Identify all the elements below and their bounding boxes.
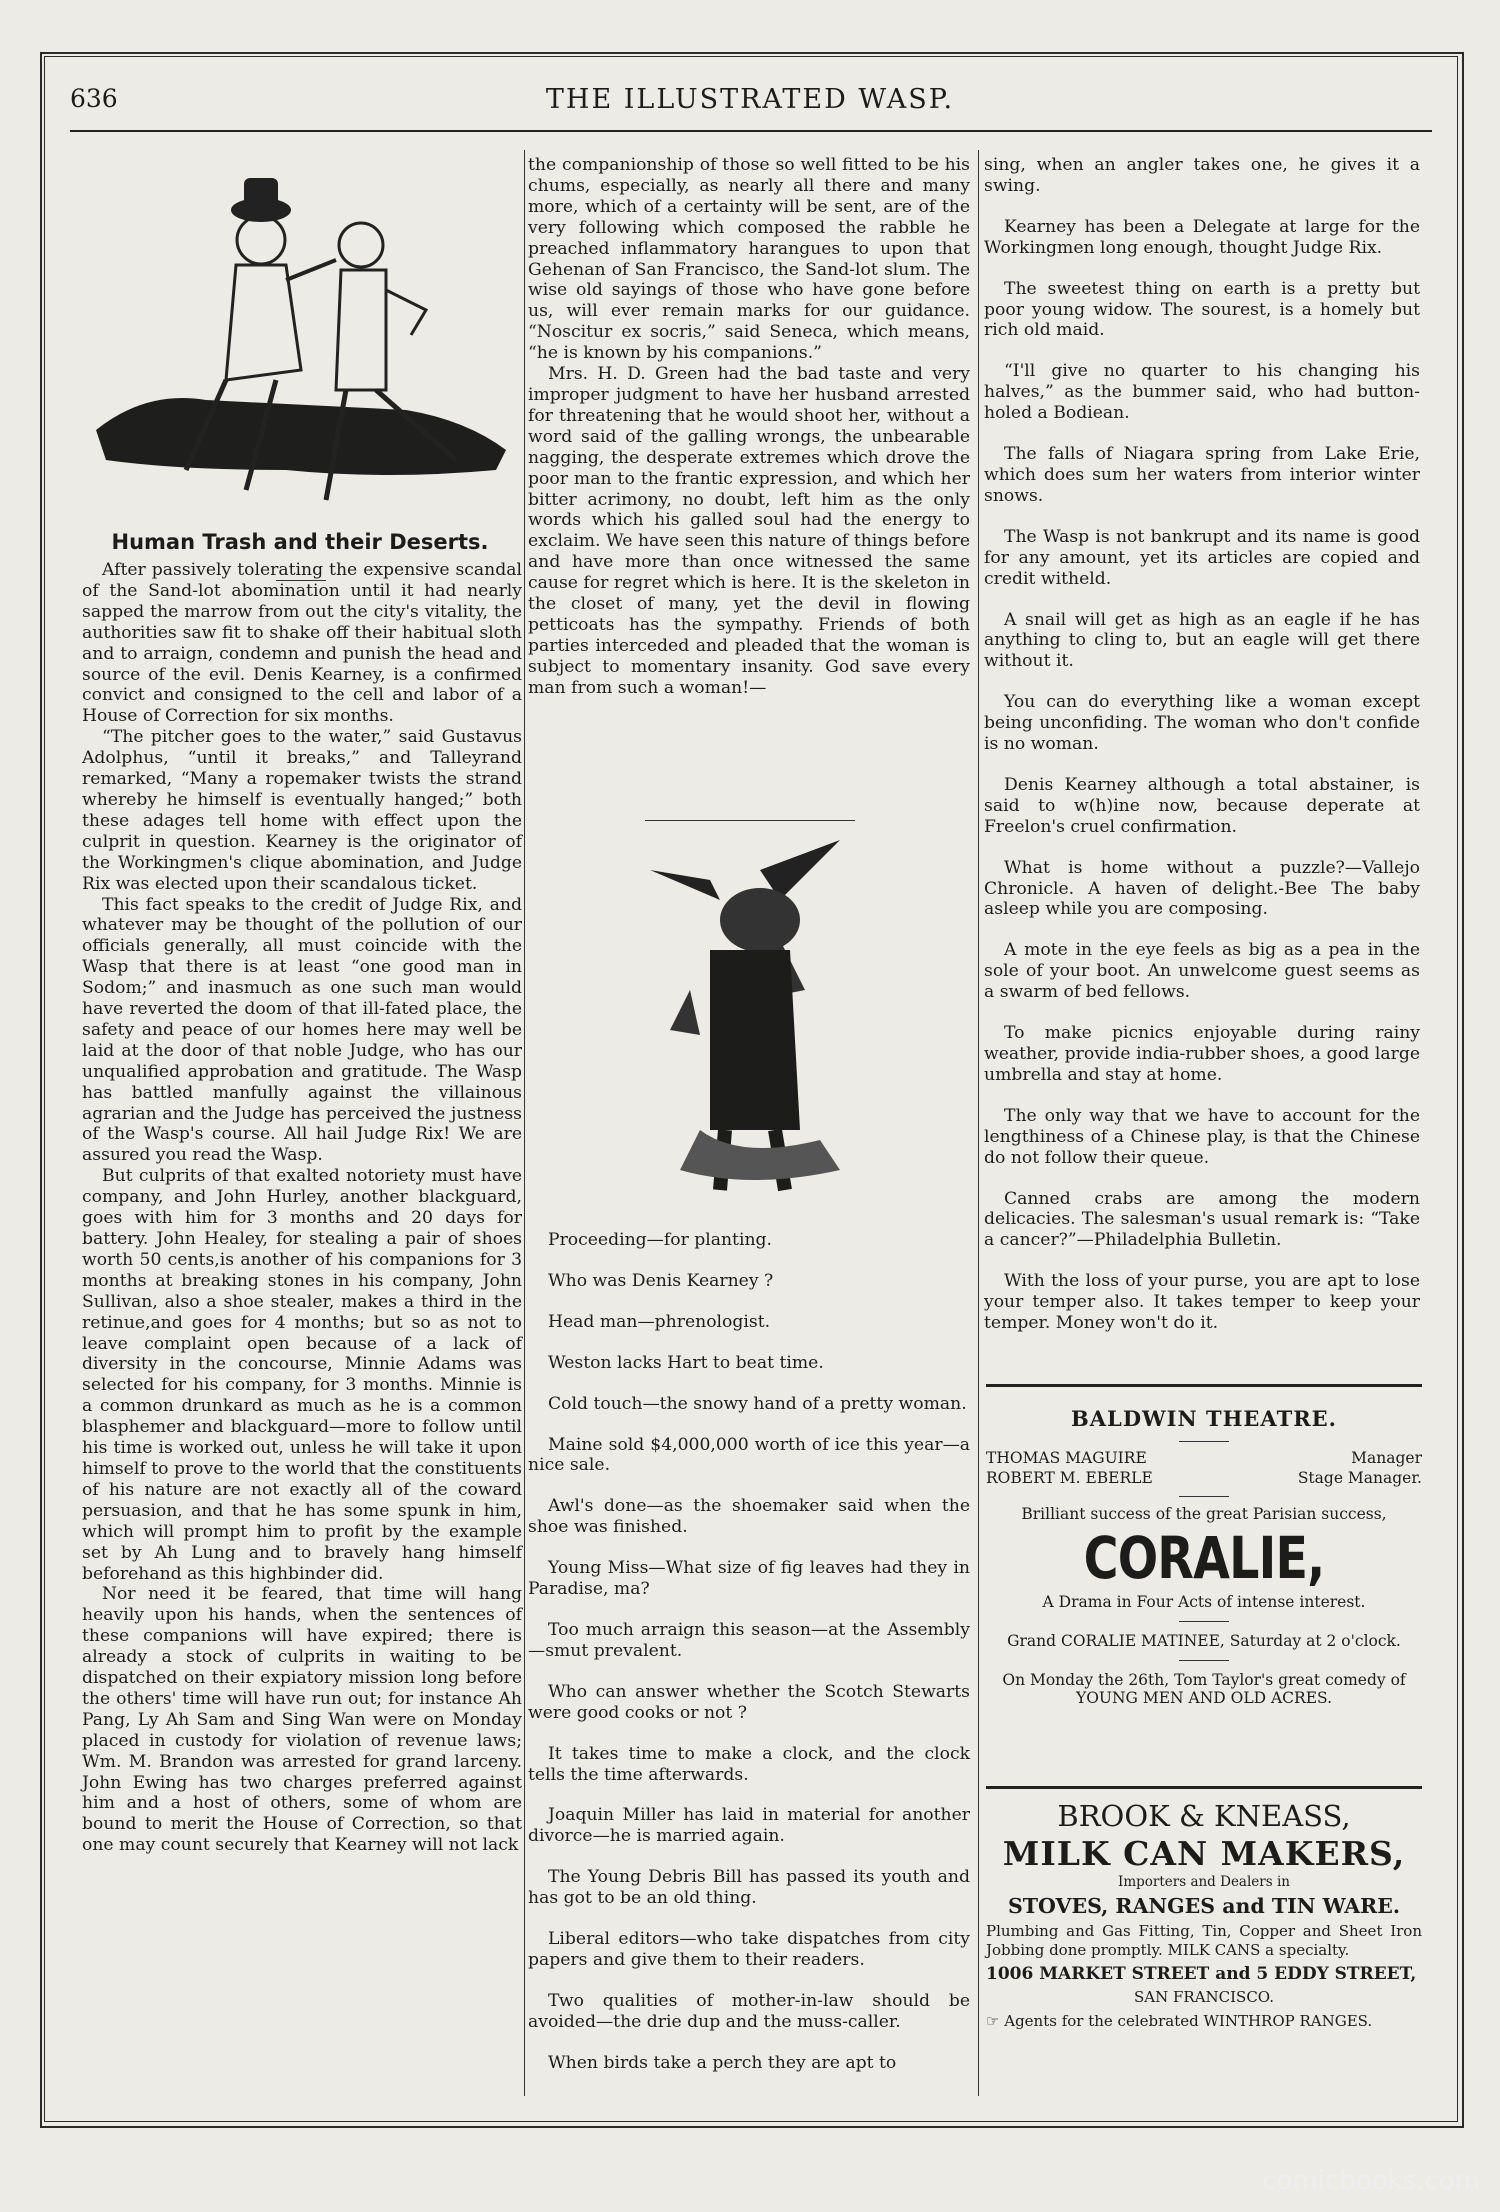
watermark: comicbooks.com	[1262, 2166, 1480, 2196]
squib-item: Young Miss—What size of fig leaves had they in Paradise, ma?	[528, 1558, 970, 1600]
column-rule-2	[978, 150, 979, 2096]
success-line: Brilliant success of the great Parisian success,	[1021, 1505, 1387, 1523]
squib-item: Who can answer whether the Scotch Stewarts were good cooks or not ?	[528, 1681, 970, 1723]
ad-rule	[1179, 1660, 1229, 1661]
ad-rule	[1179, 1496, 1229, 1497]
squib-item: Who was Denis Kearney ?	[548, 1270, 774, 1291]
article-paragraph: the companionship of those so well fitted to be his chums, especially, as nearly all there and many more, which of a certainty will be sent, are of the very following which composed the rabble he preached inflammatory harangues to upon that Gehenan of San Francisco, the Sand-lot slum. The wise old sayings of those who have gone before us, will ever remain marks for our guidance. “Noscitur ex socris,” said Seneca, which means, “he is known by his companions.”	[528, 155, 970, 364]
plumbing-line: Plumbing and Gas Fitting, Tin, Copper and Sheet Iron Jobbing done promptly. MILK CANS a specialty.	[986, 1922, 1422, 1959]
squib-item: Too much arraign this season—at the Assembly—smut prevalent.	[528, 1619, 970, 1661]
article-paragraph: “The pitcher goes to the water,” said Gustavus Adolphus, “until it breaks,” and Talleyrand remarked, “Many a ropemaker twists the strand whereby he himself is eventually hanged;” both these adages tell home with effect upon the culprit in question. Kearney is the originator of the Workingmen's clique abomination, and Judge Rix was elected upon their scandalous ticket.	[82, 727, 522, 894]
stage-manager-line	[986, 1468, 1422, 1488]
squib-item: “I'll give no quarter to his changing his halves,” as the bummer said, who had button-holed a Bodiean.	[984, 361, 1420, 424]
squib-item: The only way that we have to account for the lengthiness of a Chinese play, is that the Chinese do not follow their queue.	[984, 1105, 1420, 1168]
squib-item: It takes time to make a clock, and the clock tells the time afterwards.	[528, 1743, 970, 1785]
squib-item: You can do everything like a woman except being unconfiding. The woman who don't confide is no woman.	[984, 692, 1420, 755]
squib-item: With the loss of your purse, you are apt to lose your temper also. It takes temper to keep your temper. Money won't do it.	[984, 1271, 1420, 1334]
manager-name: THOMAS MAGUIRE	[986, 1449, 1147, 1467]
squib-item: A mote in the eye feels as big as a pea in the sole of your boot. An unwelcome guest seems as a swarm of bed fellows.	[984, 940, 1420, 1003]
squib-item: Proceeding—for planting.	[548, 1230, 772, 1250]
page-number: 636	[70, 84, 118, 113]
squib-item: Kearney has been a Delegate at large for the Workingmen long enough, thought Judge Rix.	[984, 216, 1420, 258]
matinee-line: Grand CORALIE MATINEE, Saturday at 2 o'clock.	[1007, 1632, 1401, 1650]
article-paragraph: After passively tolerating the expensive scandal of the Sand-lot abomination until it had nearly sapped the marrow from out the city's vitality, the authorities saw fit to shake off their habitual sloth and to arraign, condemn and punish the head and source of the evil. Denis Kearney, is a confirmed convict and consigned to the cell and labor of a House of Correction for six months.	[82, 560, 522, 727]
agents-line	[986, 2012, 1422, 2030]
squib-item: Canned crabs are among the modern delicacies. The salesman's usual remark is: “Take a cancer?”—Philadelphia Bulletin.	[984, 1188, 1420, 1251]
play-subtitle: A Drama in Four Acts of intense interest.	[1042, 1593, 1366, 1611]
squib-item: The Young Debris Bill has passed its youth and has got to be an old thing.	[528, 1867, 970, 1909]
squib-item: sing, when an angler takes one, he gives it a swing.	[984, 155, 1420, 196]
squib-item: Weston lacks Hart to beat time.	[548, 1352, 824, 1373]
squib-item: To make picnics enjoyable during rainy weather, provide india-rubber shoes, a good large umbrella and stay at home.	[984, 1023, 1420, 1085]
illustration-human-trash	[86, 170, 516, 520]
firm-trade: MILK CAN MAKERS,	[1002, 1834, 1406, 1873]
squib-item: Head man—phrenologist.	[548, 1311, 771, 1332]
ad-divider	[986, 1786, 1422, 1789]
column-rule-1	[524, 150, 525, 2096]
manager-line	[986, 1448, 1422, 1468]
play-title: CORALIE,	[1083, 1524, 1325, 1592]
squib-item: A snail will get as high as an eagle if he has anything to cling to, but an eagle will get there without it.	[984, 609, 1420, 672]
squib-item: Awl's done—as the shoemaker said when the shoe was finished.	[528, 1496, 970, 1538]
column-1-article	[82, 560, 522, 1856]
squib-item: Liberal editors—who take dispatches from city papers and give them to their readers.	[528, 1929, 970, 1970]
theatre-name: BALDWIN THEATRE.	[1071, 1406, 1337, 1431]
article-paragraph: But culprits of that exalted notoriety must have company, and John Hurley, another blackguard, goes with him for 3 months and 20 days for battery. John Healey, for stealing a pair of shoes worth 50 cents,is another of his companions for 3 months at breaking stones in his company, John Sullivan, also a shoe stealer, makes a third in the retinue,and goes for 4 months; but so as not to leave complaint open because of a lack of diversity in the concourse, Minnie Adams was selected for his company, for 3 months. Minnie is a common drunkard as much as he is a common blasphemer and blackguard—more to follow until his time is worked out, unless he will take it upon himself to prove to the world that the constituents of his nature are not exactly all of the coward persuasion, and that he has some spunk in him, which will prompt him to profit by the example set by Ah Lung and to bravely hang himself beforehand as this highbinder did.	[82, 1166, 522, 1584]
squib-item: The Wasp is not bankrupt and its name is good for any amount, yet its articles are copied and credit witheld.	[984, 526, 1420, 589]
squib-item: Two qualities of mother-in-law should be avoided—the drie dup and the muss-caller.	[528, 1990, 970, 2032]
pointing-hand-icon: ☞	[986, 2012, 1000, 2030]
illustration-donkey-figure	[640, 830, 860, 1210]
comedy-title: YOUNG MEN AND OLD ACRES.	[1075, 1689, 1333, 1707]
squib-item: When birds take a perch they are apt to	[548, 2052, 897, 2073]
section-divider	[645, 820, 855, 821]
publication-title: THE ILLUSTRATED WASP.	[545, 84, 955, 115]
stage-manager-role: Stage Manager.	[1297, 1469, 1422, 1487]
article-paragraph: This fact speaks to the credit of Judge Rix, and whatever may be thought of the pollution of our officials generally, all must coincide with the Wasp that there is at least “one good man in Sodom;” and inasmuch as one such man would have reverted the doom of that ill-fated place, the safety and peace of our homes here may well be laid at the door of that noble Judge, who has our unqualified approbation and gratitude. The Wasp has battled manfully against the villainous agrarian and the Judge has perceived the justness of the Wasp's course. All hail Judge Rix! We are assured you read the Wasp.	[82, 894, 522, 1166]
column-2-squibs	[528, 1230, 970, 2094]
squib-item: Denis Kearney although a total abstainer, is said to w(h)ine now, because deperate at Freelon's cruel confirmation.	[984, 774, 1420, 837]
address-line: 1006 MARKET STREET and 5 EDDY STREET,	[986, 1964, 1417, 1984]
ad-rule	[1179, 1621, 1229, 1622]
article-paragraph: Nor need it be feared, that time will hang heavily upon his hands, when the sentences of these companions will have expired; there is already a stock of culprits in waiting to be dispatched on their expiatory mission long before the others' time will have run out; for instance Ah Pang, Ly Ah Sam and Sing Wan were on Monday placed in custody for violation of revenue laws; Wm. M. Brandon was arrested for grand larceny. John Ewing has two charges preferred against him and a host of others, some of whom are bound to merit the House of Correction, so that one may count securely that Kearney will not lack	[82, 1584, 522, 1856]
city-line: SAN FRANCISCO.	[1133, 1988, 1274, 2006]
column-2-article	[528, 155, 970, 699]
importers-line: Importers and Dealers in	[1118, 1874, 1290, 1890]
header-rule	[70, 130, 1432, 132]
squib-item: Maine sold $4,000,000 worth of ice this year—a nice sale.	[528, 1434, 970, 1476]
ad-rule	[1179, 1441, 1229, 1442]
squib-item: What is home without a puzzle?—Vallejo Chronicle. A haven of delight.-Bee The baby asleep while you are composing.	[984, 857, 1420, 920]
kneass-ad	[986, 1798, 1422, 2030]
firm-name: BROOK & KNEASS,	[1057, 1799, 1351, 1833]
monday-line: On Monday the 26th, Tom Taylor's great comedy of	[1002, 1671, 1406, 1689]
squib-item: The sweetest thing on earth is a pretty but poor young widow. The sourest, is a homely but rich old maid.	[984, 278, 1420, 341]
figure-caption: Human Trash and their Deserts.	[111, 530, 489, 554]
article-paragraph: Mrs. H. D. Green had the bad taste and very improper judgment to have her husband arrested for threatening that he would shoot her, without a word said of the galling wrongs, the unbearable nagging, the desperate extremes which drove the poor man to the frantic expression, and which her bitter acrimony, no doubt, left him as the only words which his galled soul had the energy to exclaim. We have seen this nature of things before and have more than once witnessed the same cause for regret which is here. It is the skeleton in the closet of many, yet the devil in flowing petticoats has the sympathy. Friends of both parties interceded and pleaded that the woman is subject to momentary insanity. God save every man from such a woman!—	[528, 364, 970, 698]
goods-line: STOVES, RANGES and TIN WARE.	[1008, 1894, 1400, 1918]
stage-manager-name: ROBERT M. EBERLE	[986, 1469, 1153, 1487]
theatre-ad	[986, 1406, 1422, 1707]
agents-text: Agents for the celebrated WINTHROP RANGES.	[1004, 2012, 1373, 2030]
squib-item: The falls of Niagara spring from Lake Erie, which does sum her waters from interior winter snows.	[984, 444, 1420, 506]
column-3-squibs	[984, 155, 1420, 1354]
squib-item: Cold touch—the snowy hand of a pretty woman.	[548, 1393, 967, 1414]
page-header	[70, 84, 1430, 124]
manager-role: Manager	[1351, 1449, 1422, 1467]
ad-divider	[986, 1384, 1422, 1387]
squib-item: Joaquin Miller has laid in material for another divorce—he is married again.	[528, 1805, 970, 1847]
